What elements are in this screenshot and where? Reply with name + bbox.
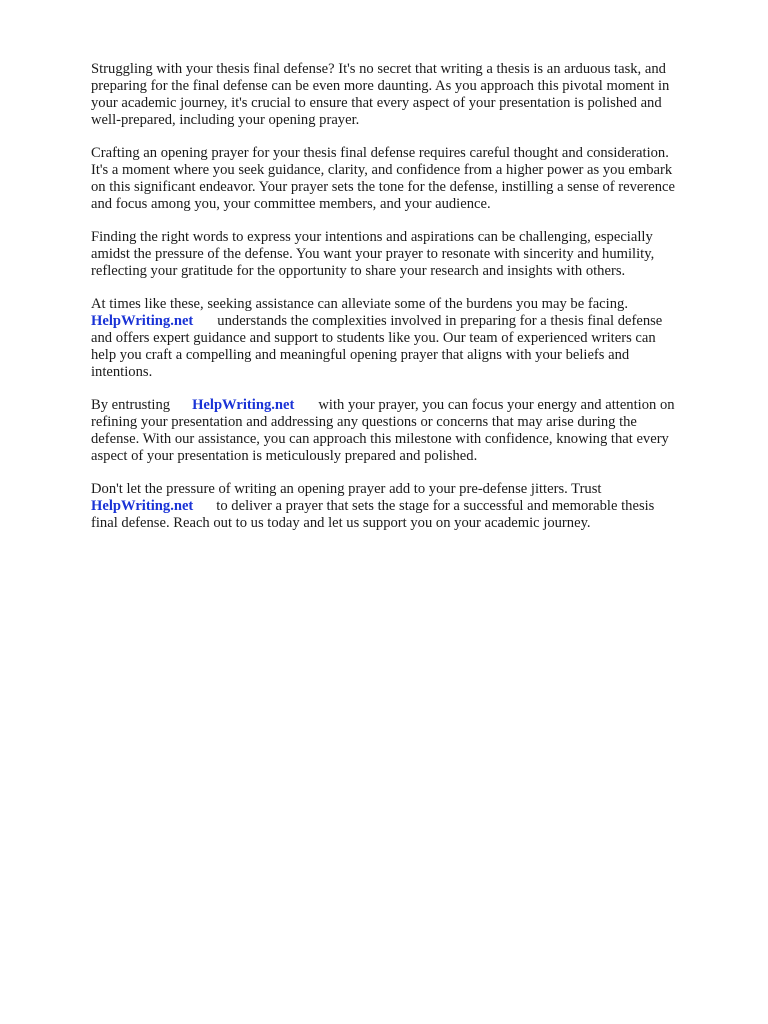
text-line: Finding the right words to express your intentions and aspirations can be challenging, especially xyxy=(91,229,653,245)
paragraph-assistance xyxy=(91,296,719,381)
text-line xyxy=(91,397,719,414)
paragraph-entrusting xyxy=(91,397,719,465)
text-line: final defense. Reach out to us today and let us support you on your academic journey. xyxy=(91,515,591,531)
text-line: intentions. xyxy=(91,364,153,380)
text-line: and focus among you, your committee members, and your audience. xyxy=(91,196,491,212)
text-line: At times like these, seeking assistance can alleviate some of the burdens you may be facing. xyxy=(91,296,628,312)
helpwriting-link[interactable]: HelpWriting.net xyxy=(192,397,295,413)
helpwriting-link[interactable]: HelpWriting.net xyxy=(91,498,194,514)
text-line: and offers expert guidance and support to students like you. Our team of experienced writers can xyxy=(91,330,656,346)
helpwriting-link[interactable]: HelpWriting.net xyxy=(91,313,194,329)
text-fragment: to deliver a prayer that sets the stage for a successful and memorable thesis xyxy=(216,498,655,514)
text-fragment: By entrusting xyxy=(91,397,171,413)
text-line: refining your presentation and addressing any questions or concerns that may arise during the xyxy=(91,414,637,430)
text-line: reflecting your gratitude for the opportunity to share your research and insights with others. xyxy=(91,263,626,279)
text-line xyxy=(91,313,719,330)
text-line: amidst the pressure of the defense. You want your prayer to resonate with sincerity and humility, xyxy=(91,246,655,262)
text-line: your academic journey, it's crucial to ensure that every aspect of your presentation is polished and xyxy=(91,95,662,111)
text-line: Struggling with your thesis final defense? It's no secret that writing a thesis is an arduous task, and xyxy=(91,61,666,77)
text-line: Crafting an opening prayer for your thesis final defense requires careful thought and consideration. xyxy=(91,145,669,161)
paragraph-closing xyxy=(91,481,719,532)
paragraph-intro xyxy=(91,61,719,129)
text-fragment: with your prayer, you can focus your energy and attention on xyxy=(318,397,675,413)
paragraph-crafting xyxy=(91,145,719,213)
text-line: It's a moment where you seek guidance, clarity, and confidence from a higher power as you embark xyxy=(91,162,673,178)
text-line: preparing for the final defense can be even more daunting. As you approach this pivotal moment in xyxy=(91,78,670,94)
paragraph-finding-words xyxy=(91,229,719,280)
text-line: Don't let the pressure of writing an opening prayer add to your pre-defense jitters. Trust xyxy=(91,481,602,497)
text-line xyxy=(91,498,719,515)
document-body xyxy=(91,61,719,548)
text-line: help you craft a compelling and meaningful opening prayer that aligns with your beliefs and xyxy=(91,347,630,363)
text-fragment: understands the complexities involved in preparing for a thesis final defense xyxy=(217,313,663,329)
text-line: defense. With our assistance, you can approach this milestone with confidence, knowing that every xyxy=(91,431,669,447)
text-line: aspect of your presentation is meticulously prepared and polished. xyxy=(91,448,478,464)
text-line: well-prepared, including your opening prayer. xyxy=(91,112,360,128)
text-line: on this significant endeavor. Your prayer sets the tone for the defense, instilling a sense of reverence xyxy=(91,179,675,195)
